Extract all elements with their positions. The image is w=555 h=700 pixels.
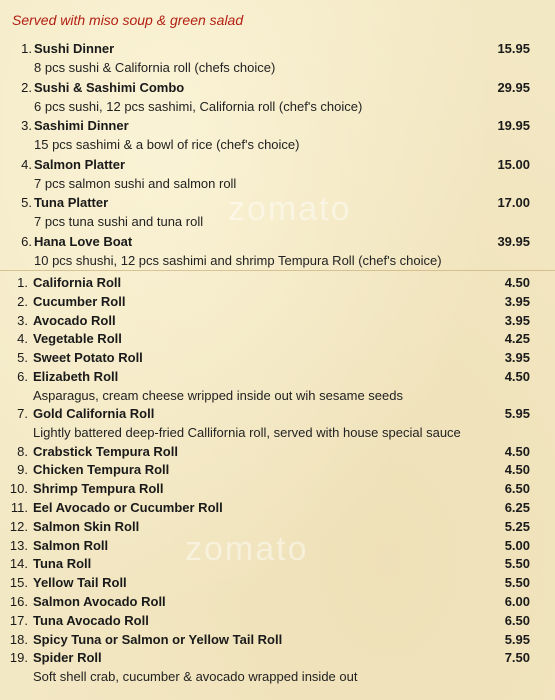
- item-number: 14.: [9, 556, 28, 572]
- menu-item: [0, 293, 555, 312]
- menu-item: [0, 116, 555, 155]
- menu-item-line: [0, 274, 555, 293]
- menu-item: [0, 368, 555, 405]
- item-price: 7.50: [504, 650, 530, 666]
- menu-item: [0, 39, 555, 78]
- item-price: 5.95: [504, 406, 530, 422]
- item-description: Lightly battered deep-fried Callifornia roll, served with house special sauce: [33, 425, 461, 441]
- menu-item-line: [0, 312, 555, 331]
- item-number: 19.: [9, 650, 28, 666]
- menu-item: [0, 193, 555, 232]
- menu-item-line: [0, 39, 555, 58]
- item-price: 29.95: [497, 79, 530, 95]
- section-divider: [0, 270, 555, 271]
- item-name: Tuna Roll: [33, 556, 92, 572]
- menu-item: [0, 480, 555, 499]
- item-description: Asparagus, cream cheese wripped inside out wih sesame seeds: [33, 387, 403, 403]
- menu-item: [0, 631, 555, 650]
- item-price: 4.50: [504, 443, 530, 459]
- item-name: Sweet Potato Roll: [33, 350, 143, 366]
- item-name: Sushi Dinner: [34, 41, 115, 56]
- item-number: 8.: [17, 443, 28, 459]
- menu-item: [0, 155, 555, 194]
- roll-list: [0, 274, 555, 687]
- item-number: 3.: [17, 312, 28, 328]
- item-description: 8 pcs sushi & California roll (chefs choice): [34, 60, 276, 75]
- item-name: Gold California Roll: [33, 406, 155, 422]
- item-price: 6.25: [504, 499, 530, 515]
- menu-item-line: [0, 537, 555, 556]
- item-description: 7 pcs tuna sushi and tuna roll: [34, 214, 204, 230]
- menu-item-line: [0, 293, 555, 312]
- item-name: Eel Avocado or Cucumber Roll: [33, 499, 223, 515]
- menu-item: [0, 349, 555, 368]
- item-name: Chicken Tempura Roll: [33, 462, 170, 478]
- item-description: 15 pcs sashimi & a bowl of rice (chef's choice): [34, 137, 300, 153]
- menu-item: [0, 499, 555, 518]
- menu-item-line: [0, 232, 555, 251]
- menu-item: [0, 593, 555, 612]
- menu-item-line: [0, 612, 555, 631]
- item-name: Avocado Roll: [33, 312, 116, 328]
- item-price: 5.95: [504, 631, 530, 647]
- menu-item-line: [0, 443, 555, 462]
- item-number: 2.: [17, 293, 28, 309]
- item-name: Sashimi Dinner: [34, 118, 129, 134]
- item-price: 15.00: [497, 156, 530, 172]
- item-name: Spicy Tuna or Salmon or Yellow Tail Roll: [33, 631, 283, 647]
- menu-item: [0, 555, 555, 574]
- menu-item-line: [0, 555, 555, 574]
- item-number: 5.: [17, 350, 28, 366]
- item-description: Soft shell crab, cucumber & avocado wrapped inside out: [33, 669, 358, 685]
- item-name: Vegetable Roll: [33, 331, 122, 347]
- menu-item: [0, 405, 555, 442]
- combo-list: [0, 39, 555, 271]
- item-price: 6.00: [504, 593, 530, 609]
- item-name: Salmon Skin Roll: [33, 518, 140, 534]
- watermark-top: zomato: [228, 190, 352, 228]
- watermark-bottom: zomato: [185, 530, 309, 568]
- item-name: Hana Love Boat: [34, 233, 133, 249]
- menu-item: [0, 330, 555, 349]
- item-price: 5.50: [504, 575, 530, 591]
- item-price: 4.25: [504, 331, 530, 347]
- menu-item: [0, 649, 555, 686]
- item-number: 11.: [10, 499, 28, 515]
- item-price: 19.95: [497, 118, 530, 134]
- menu-item-line: [0, 193, 555, 212]
- menu-item-line: [0, 631, 555, 650]
- item-price: 39.95: [497, 233, 530, 249]
- item-number: 13.: [9, 537, 28, 553]
- item-name: Salmon Roll: [33, 537, 109, 553]
- item-number: 2.: [21, 79, 32, 95]
- item-number: 3.: [21, 118, 32, 134]
- menu-item: [0, 537, 555, 556]
- item-price: 6.50: [504, 612, 530, 628]
- menu-item-line: [0, 461, 555, 480]
- menu-item: [0, 612, 555, 631]
- item-price: 15.95: [497, 41, 530, 56]
- menu-item-line: [0, 574, 555, 593]
- item-price: 3.95: [504, 350, 530, 366]
- item-number: 17.: [9, 612, 28, 628]
- item-number: 6.: [21, 233, 32, 249]
- item-price: 5.50: [504, 556, 530, 572]
- item-price: 6.50: [504, 481, 530, 497]
- item-name: Salmon Avocado Roll: [33, 593, 166, 609]
- menu-item-line: [0, 405, 555, 424]
- item-name: California Roll: [33, 275, 122, 290]
- menu-item-line: [0, 349, 555, 368]
- item-description: 7 pcs salmon sushi and salmon roll: [34, 175, 237, 191]
- item-name: Shrimp Tempura Roll: [33, 481, 164, 497]
- item-number: 7.: [17, 406, 28, 422]
- item-number: 6.: [17, 368, 28, 384]
- menu-item: [0, 274, 555, 293]
- item-name: Spider Roll: [33, 650, 102, 666]
- item-number: 10.: [9, 481, 28, 497]
- menu-item: [0, 574, 555, 593]
- item-price: 3.95: [504, 312, 530, 328]
- item-number: 1.: [17, 275, 28, 290]
- item-number: 15.: [9, 575, 28, 591]
- item-number: 4.: [21, 156, 32, 172]
- menu-item-line: [0, 499, 555, 518]
- item-name: Tuna Avocado Roll: [33, 612, 149, 628]
- item-name: Elizabeth Roll: [33, 368, 119, 384]
- menu-item-line: [0, 116, 555, 135]
- menu-item-line: [0, 330, 555, 349]
- item-price: 5.00: [504, 537, 530, 553]
- item-price: 4.50: [504, 462, 530, 478]
- item-description: 6 pcs sushi, 12 pcs sashimi, California roll (chef's choice): [34, 98, 363, 114]
- menu-item: [0, 232, 555, 271]
- menu-item: [0, 518, 555, 537]
- item-number: 1.: [21, 41, 32, 56]
- menu-item-line: [0, 593, 555, 612]
- item-name: Crabstick Tempura Roll: [33, 443, 178, 459]
- menu-item-line: [0, 518, 555, 537]
- item-number: 4.: [17, 331, 28, 347]
- item-name: Cucumber Roll: [33, 293, 126, 309]
- item-price: 17.00: [497, 195, 530, 211]
- item-number: 12.: [9, 518, 28, 534]
- item-number: 9.: [17, 462, 28, 478]
- item-number: 18.: [9, 631, 28, 647]
- item-price: 4.50: [504, 368, 530, 384]
- item-price: 4.50: [504, 275, 530, 290]
- menu-item-line: [0, 480, 555, 499]
- menu-item-line: [0, 155, 555, 174]
- item-name: Yellow Tail Roll: [33, 575, 127, 591]
- item-price: 3.95: [504, 293, 530, 309]
- item-description: 10 pcs shushi, 12 pcs sashimi and shrimp Tempura Roll (chef's choice): [34, 252, 442, 268]
- section-subtitle: Served with miso soup & green salad: [12, 12, 244, 28]
- menu-item: [0, 78, 555, 117]
- menu-item-line: [0, 368, 555, 387]
- menu-item-line: [0, 78, 555, 97]
- menu-item-line: [0, 649, 555, 668]
- item-name: Sushi & Sashimi Combo: [34, 79, 185, 95]
- menu-item: [0, 461, 555, 480]
- item-name: Salmon Platter: [34, 156, 126, 172]
- item-price: 5.25: [504, 518, 530, 534]
- menu-item: [0, 312, 555, 331]
- item-number: 5.: [21, 195, 32, 211]
- item-number: 16.: [9, 593, 28, 609]
- item-name: Tuna Platter: [34, 195, 109, 211]
- menu-item: [0, 443, 555, 462]
